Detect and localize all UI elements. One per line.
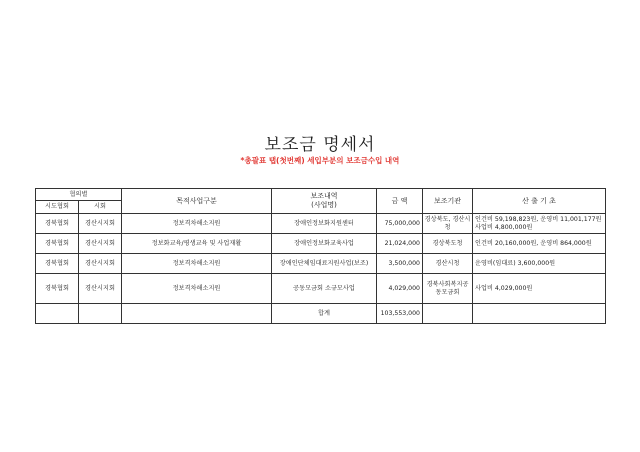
cell-detail: 장애인단체임대료지원사업(보조)	[272, 254, 377, 274]
cell-province: 경북협회	[36, 214, 79, 234]
cell-detail: 장애인정보화교육사업	[272, 234, 377, 254]
table-row	[36, 234, 606, 254]
cell-amount: 21,024,000	[377, 234, 423, 254]
header-basis: 산 출 기 초	[473, 189, 606, 214]
total-row	[36, 304, 606, 324]
cell-basis: 운영비(임대료) 3,600,000원	[473, 254, 606, 274]
page-title: 보조금 명세서	[264, 135, 376, 155]
cell-province: 경북협회	[36, 254, 79, 274]
cell-purpose: 정보격차해소지원	[122, 274, 272, 304]
subsidy-table	[35, 188, 606, 324]
cell-empty	[473, 304, 606, 324]
header-agency: 보조기관	[423, 189, 473, 214]
header-province: 시도협회	[36, 201, 79, 214]
cell-city: 경산시지회	[79, 274, 122, 304]
page-subtitle: *총괄표 탭(첫번째) 세입부분의 보조금수입 내역	[240, 156, 400, 165]
header-city: 시회	[79, 201, 122, 214]
cell-amount: 4,029,000	[377, 274, 423, 304]
cell-detail: 장애인정보화지원센터	[272, 214, 377, 234]
header-purpose: 목적사업구분	[122, 189, 272, 214]
total-label: 합계	[272, 304, 377, 324]
cell-city: 경산시지회	[79, 234, 122, 254]
cell-city: 경산시지회	[79, 254, 122, 274]
table-row	[36, 214, 606, 234]
cell-empty	[36, 304, 79, 324]
cell-province: 경북협회	[36, 234, 79, 254]
cell-agency: 경상북도청	[423, 234, 473, 254]
total-amount: 103,553,000	[377, 304, 423, 324]
cell-empty	[122, 304, 272, 324]
cell-empty	[79, 304, 122, 324]
header-detail-sub: (사업명)	[311, 201, 337, 209]
cell-province: 경북협회	[36, 274, 79, 304]
cell-agency: 경산시청	[423, 254, 473, 274]
cell-agency: 경북사회복지공동모금회	[423, 274, 473, 304]
cell-purpose: 정보격차해소지원	[122, 254, 272, 274]
cell-amount: 3,500,000	[377, 254, 423, 274]
header-amount: 금 액	[377, 189, 423, 214]
table-row	[36, 254, 606, 274]
cell-empty	[423, 304, 473, 324]
cell-purpose: 정보격차해소지원	[122, 214, 272, 234]
cell-basis: 인건비 59,198,823원, 운영비 11,001,177원사업비 4,800,000원	[473, 214, 606, 234]
cell-purpose: 정보화교육/평생교육 및 사업재활	[122, 234, 272, 254]
cell-amount: 75,000,000	[377, 214, 423, 234]
cell-agency: 경상북도, 경산시청	[423, 214, 473, 234]
cell-basis: 인건비 20,160,000원, 운영비 864,000원	[473, 234, 606, 254]
table-row	[36, 274, 606, 304]
cell-city: 경산시지회	[79, 214, 122, 234]
cell-basis: 사업비 4,029,000원	[473, 274, 606, 304]
header-detail-label: 보조내역	[310, 192, 338, 201]
header-council: 협의별	[36, 189, 122, 201]
header-detail	[272, 189, 377, 214]
cell-detail: 공동모금회 소규모사업	[272, 274, 377, 304]
